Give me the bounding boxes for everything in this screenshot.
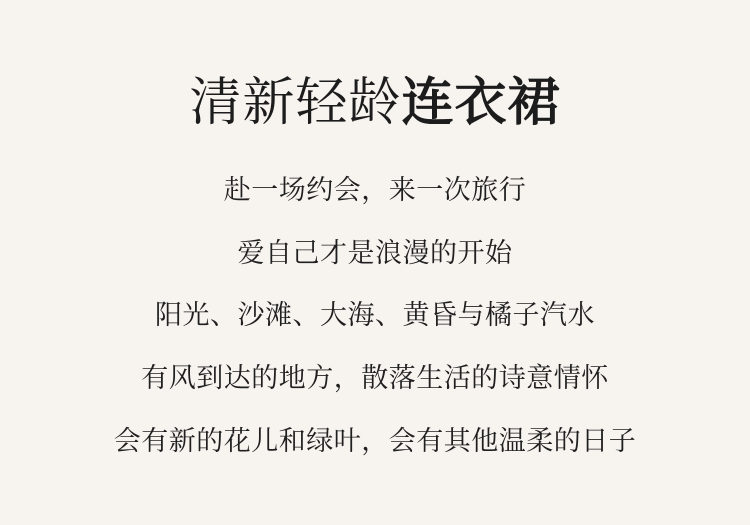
body-line: 阳光、沙滩、大海、黄昏与橘子汽水 [155, 300, 595, 331]
body-line: 赴一场约会，来一次旅行 [223, 174, 527, 205]
body-line: 会有新的花儿和绿叶，会有其他温柔的日子 [113, 425, 637, 456]
page-title [189, 74, 560, 134]
body-line: 爱自己才是浪漫的开始 [237, 237, 513, 268]
body-text-block [0, 174, 750, 459]
body-line: 有风到达的地方，散落生活的诗意情怀 [141, 363, 609, 394]
title-bold-segment: 连衣裙 [401, 74, 561, 132]
title-light-segment: 清新轻龄 [189, 74, 402, 132]
